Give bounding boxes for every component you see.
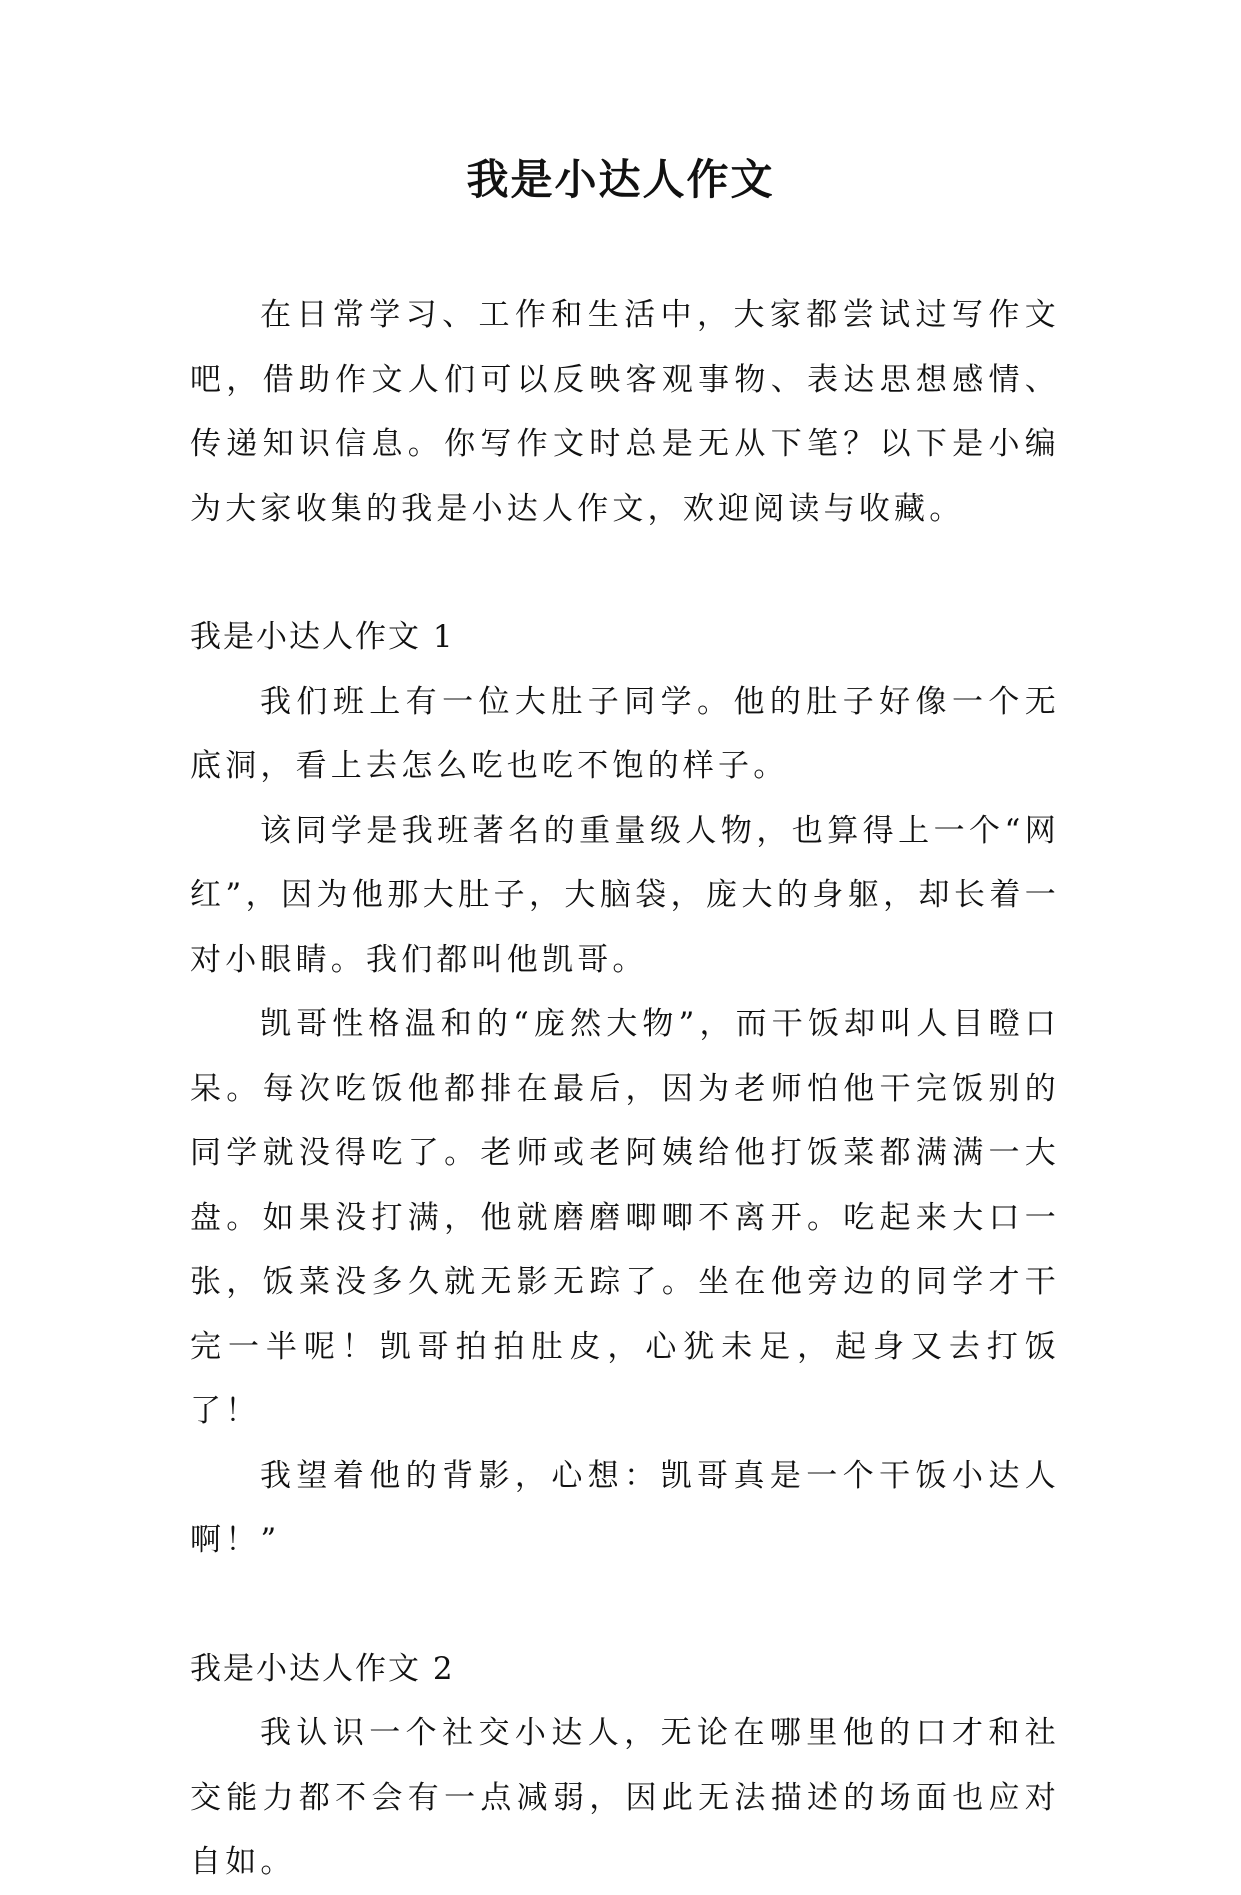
intro-paragraph: 在日常学习、工作和生活中，大家都尝试过写作文吧，借助作文人们可以反映客观事物、表达思想感情、传递知识信息。你写作文时总是无从下笔？以下是小编为大家收集的我是小达人作文，欢迎阅读与收藏。 (190, 297, 1060, 527)
section-heading: 我是小达人作文 2 (190, 1650, 455, 1687)
page-title: 我是小达人作文 (466, 155, 775, 204)
document-body (190, 283, 1060, 1895)
paragraph: 我们班上有一位大肚子同学。他的肚子好像一个无底洞，看上去怎么吃也吃不饱的样子。 (190, 683, 1060, 784)
spacer (190, 541, 1060, 605)
spacer (190, 1573, 1060, 1637)
essay-section-1 (190, 605, 1060, 1573)
essay-section-2 (190, 1637, 1060, 1895)
paragraph: 我认识一个社交小达人，无论在哪里他的口才和社交能力都不会有一点减弱，因此无法描述的场面也应对自如。 (190, 1715, 1060, 1880)
paragraph: 我望着他的背影，心想：凯哥真是一个干饭小达人啊！” (190, 1457, 1060, 1558)
paragraph: 该同学是我班著名的重量级人物，也算得上一个“网红”，因为他那大肚子，大脑袋，庞大的身躯，却长着一对小眼睛。我们都叫他凯哥。 (190, 812, 1060, 978)
paragraph: 凯哥性格温和的“庞然大物”，而干饭却叫人目瞪口呆。每次吃饭他都排在最后，因为老师怕他干完饭别的同学就没得吃了。老师或老阿姨给他打饭菜都满满一大盘。如果没打满，他就磨磨唧唧不离开。吃起来大口一张，饭菜没多久就无影无踪了。坐在他旁边的同学才干完一半呢！凯哥拍拍肚皮，心犹未足，起身又去打饭了！ (190, 1006, 1060, 1429)
section-heading: 我是小达人作文 1 (190, 619, 455, 655)
